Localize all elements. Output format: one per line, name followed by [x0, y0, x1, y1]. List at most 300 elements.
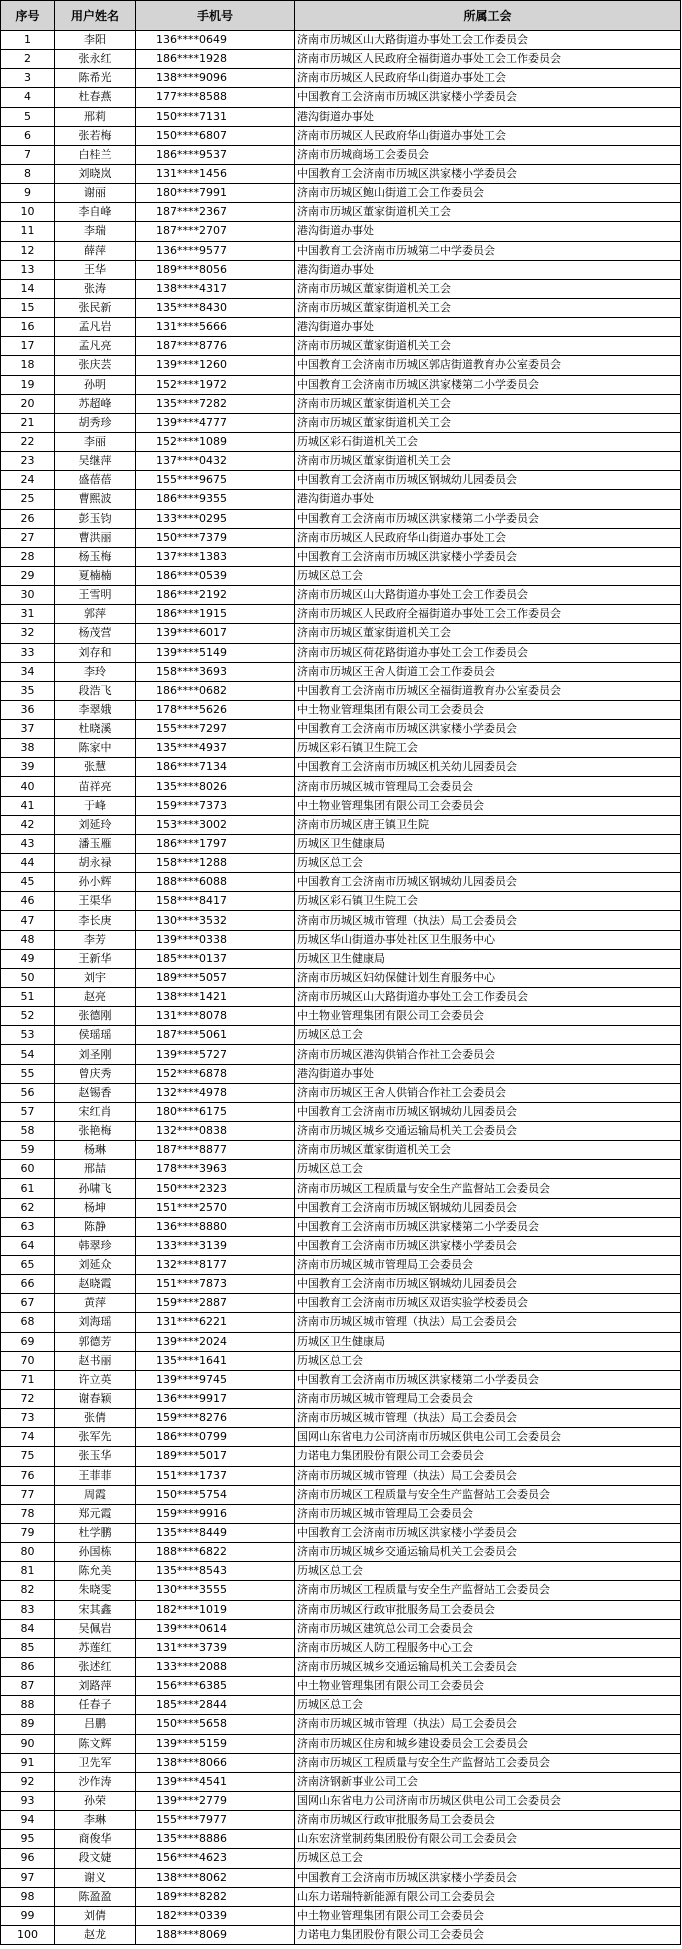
row-user-name: 卫先军 — [55, 1753, 136, 1772]
row-phone: 136****0649 — [136, 31, 295, 50]
row-union: 历城区总工会 — [295, 1026, 681, 1045]
row-phone: 152****6878 — [136, 1064, 295, 1083]
table-row — [1, 1447, 681, 1466]
row-phone: 186****7134 — [136, 758, 295, 777]
row-union: 济南市历城区行政审批服务局工会委员会 — [295, 1811, 681, 1830]
row-union: 中国教育工会济南市历城区洪家楼第二小学委员会 — [295, 1217, 681, 1236]
row-user-name: 李芳 — [55, 930, 136, 949]
row-index: 7 — [1, 145, 55, 164]
row-index: 77 — [1, 1485, 55, 1504]
row-union: 中国教育工会济南市历城区双语实验学校委员会 — [295, 1294, 681, 1313]
row-index: 80 — [1, 1543, 55, 1562]
row-union: 港沟街道办事处 — [295, 318, 681, 337]
row-union: 济南市历城区建筑总公司工会委员会 — [295, 1619, 681, 1638]
table-row — [1, 375, 681, 394]
row-user-name: 吴佩岩 — [55, 1619, 136, 1638]
row-index: 33 — [1, 643, 55, 662]
row-index: 21 — [1, 413, 55, 432]
row-phone: 155****7977 — [136, 1811, 295, 1830]
table-row — [1, 1753, 681, 1772]
table-row — [1, 1677, 681, 1696]
row-user-name: 吕鹏 — [55, 1715, 136, 1734]
row-index: 67 — [1, 1294, 55, 1313]
header-user-name: 用户姓名 — [55, 1, 136, 31]
row-user-name: 胡永禄 — [55, 854, 136, 873]
row-union: 历城区彩石镇卫生院工会 — [295, 739, 681, 758]
row-union: 港沟街道办事处 — [295, 1064, 681, 1083]
row-index: 94 — [1, 1811, 55, 1830]
row-union: 港沟街道办事处 — [295, 107, 681, 126]
row-phone: 156****4623 — [136, 1849, 295, 1868]
row-union: 历城区彩石镇卫生院工会 — [295, 892, 681, 911]
row-user-name: 宋其鑫 — [55, 1600, 136, 1619]
row-union: 济南市历城区行政审批服务局工会委员会 — [295, 1600, 681, 1619]
row-user-name: 杜学鹏 — [55, 1523, 136, 1542]
table-row — [1, 1581, 681, 1600]
row-index: 52 — [1, 1007, 55, 1026]
row-user-name: 沙作涛 — [55, 1772, 136, 1791]
row-index: 11 — [1, 222, 55, 241]
row-union: 历城区总工会 — [295, 1562, 681, 1581]
row-index: 31 — [1, 605, 55, 624]
table-row — [1, 739, 681, 758]
row-user-name: 李长庚 — [55, 911, 136, 930]
row-union: 济南济钢新事业公司工会 — [295, 1772, 681, 1791]
row-user-name: 杨茂营 — [55, 624, 136, 643]
table-row — [1, 413, 681, 432]
row-index: 81 — [1, 1562, 55, 1581]
table-row — [1, 1179, 681, 1198]
row-phone: 139****6017 — [136, 624, 295, 643]
row-user-name: 陈希光 — [55, 69, 136, 88]
row-user-name: 陈允美 — [55, 1562, 136, 1581]
row-user-name: 李阳 — [55, 31, 136, 50]
row-union: 济南市历城区城市管理局工会委员会 — [295, 1389, 681, 1408]
table-row — [1, 432, 681, 451]
row-user-name: 刘延玲 — [55, 815, 136, 834]
row-index: 83 — [1, 1600, 55, 1619]
table-row — [1, 1160, 681, 1179]
row-index: 86 — [1, 1657, 55, 1676]
row-index: 17 — [1, 337, 55, 356]
row-user-name: 李瑞 — [55, 222, 136, 241]
row-phone: 139****2779 — [136, 1791, 295, 1810]
table-row — [1, 1083, 681, 1102]
row-union: 中土物业管理集团有限公司工会委员会 — [295, 1007, 681, 1026]
table-row — [1, 1600, 681, 1619]
row-index: 35 — [1, 681, 55, 700]
table-row — [1, 624, 681, 643]
row-index: 91 — [1, 1753, 55, 1772]
row-index: 36 — [1, 700, 55, 719]
row-user-name: 谢春颖 — [55, 1389, 136, 1408]
row-phone: 139****5727 — [136, 1045, 295, 1064]
row-union: 济南市历城区山大路街道办事处工会工作委员会 — [295, 31, 681, 50]
table-row — [1, 1638, 681, 1657]
row-phone: 186****0682 — [136, 681, 295, 700]
row-union: 中国教育工会济南市历城区洪家楼小学委员会 — [295, 164, 681, 183]
row-phone: 150****5754 — [136, 1485, 295, 1504]
row-user-name: 黄萍 — [55, 1294, 136, 1313]
row-index: 92 — [1, 1772, 55, 1791]
row-index: 58 — [1, 1122, 55, 1141]
row-phone: 136****8880 — [136, 1217, 295, 1236]
row-union: 中国教育工会济南市历城区洪家楼小学委员会 — [295, 88, 681, 107]
row-phone: 138****1421 — [136, 988, 295, 1007]
row-phone: 139****4541 — [136, 1772, 295, 1791]
row-user-name: 张慧 — [55, 758, 136, 777]
row-index: 72 — [1, 1389, 55, 1408]
row-phone: 189****8282 — [136, 1887, 295, 1906]
row-index: 69 — [1, 1332, 55, 1351]
table-row — [1, 968, 681, 987]
table-row — [1, 337, 681, 356]
row-index: 42 — [1, 815, 55, 834]
row-index: 59 — [1, 1141, 55, 1160]
row-union: 港沟街道办事处 — [295, 490, 681, 509]
table-row — [1, 1543, 681, 1562]
row-index: 65 — [1, 1256, 55, 1275]
row-user-name: 刘延众 — [55, 1256, 136, 1275]
row-phone: 180****6175 — [136, 1102, 295, 1121]
row-union: 济南市历城区人民政府华山街道办事处工会 — [295, 69, 681, 88]
row-phone: 138****8066 — [136, 1753, 295, 1772]
row-union: 中国教育工会济南市历城区洪家楼小学委员会 — [295, 1523, 681, 1542]
row-union: 济南市历城区工程质量与安全生产监督站工会委员会 — [295, 1753, 681, 1772]
row-index: 40 — [1, 777, 55, 796]
row-union: 港沟街道办事处 — [295, 222, 681, 241]
header-index: 序号 — [1, 1, 55, 31]
row-user-name: 商俊华 — [55, 1830, 136, 1849]
row-user-name: 陈盈盈 — [55, 1887, 136, 1906]
row-union: 济南市历城商场工会委员会 — [295, 145, 681, 164]
row-union: 中国教育工会济南市历城区洪家楼第二小学委员会 — [295, 375, 681, 394]
row-user-name: 张玉华 — [55, 1447, 136, 1466]
row-union: 济南市历城区城市管理（执法）局工会委员会 — [295, 1466, 681, 1485]
table-row — [1, 509, 681, 528]
row-index: 16 — [1, 318, 55, 337]
row-union: 济南市历城区董家街道机关工会 — [295, 1141, 681, 1160]
table-row — [1, 758, 681, 777]
row-phone: 186****9355 — [136, 490, 295, 509]
row-phone: 131****5666 — [136, 318, 295, 337]
row-union: 济南市历城区城乡交通运输局机关工会委员会 — [295, 1122, 681, 1141]
row-index: 78 — [1, 1504, 55, 1523]
row-union: 济南市历城区董家街道机关工会 — [295, 279, 681, 298]
row-index: 66 — [1, 1275, 55, 1294]
row-union: 历城区总工会 — [295, 566, 681, 585]
row-phone: 189****8056 — [136, 260, 295, 279]
row-union: 济南市历城区荷花路街道办事处工会工作委员会 — [295, 643, 681, 662]
row-user-name: 郭德芳 — [55, 1332, 136, 1351]
table-row — [1, 394, 681, 413]
header-union: 所属工会 — [295, 1, 681, 31]
row-union: 力诺电力集团股份有限公司工会委员会 — [295, 1447, 681, 1466]
row-user-name: 杨琳 — [55, 1141, 136, 1160]
row-union: 历城区卫生健康局 — [295, 834, 681, 853]
table-row — [1, 988, 681, 1007]
row-phone: 139****0614 — [136, 1619, 295, 1638]
row-user-name: 张民新 — [55, 298, 136, 317]
row-union: 中国教育工会济南市历城区洪家楼小学委员会 — [295, 1236, 681, 1255]
row-union: 济南市历城区城市管理局工会委员会 — [295, 1256, 681, 1275]
row-phone: 182****0339 — [136, 1906, 295, 1925]
row-union: 济南市历城区人民政府华山街道办事处工会 — [295, 126, 681, 145]
row-index: 37 — [1, 720, 55, 739]
row-union: 中国教育工会济南市历城区机关幼儿园委员会 — [295, 758, 681, 777]
row-union: 历城区卫生健康局 — [295, 949, 681, 968]
row-user-name: 谢丽 — [55, 184, 136, 203]
row-index: 38 — [1, 739, 55, 758]
row-user-name: 段浩飞 — [55, 681, 136, 700]
row-index: 57 — [1, 1102, 55, 1121]
row-user-name: 盛蓓蓓 — [55, 471, 136, 490]
row-union: 济南市历城区董家街道机关工会 — [295, 337, 681, 356]
row-user-name: 李玲 — [55, 662, 136, 681]
row-index: 39 — [1, 758, 55, 777]
table-row — [1, 184, 681, 203]
row-phone: 188****8069 — [136, 1925, 295, 1944]
row-user-name: 曾庆秀 — [55, 1064, 136, 1083]
row-phone: 131****1456 — [136, 164, 295, 183]
row-phone: 186****9537 — [136, 145, 295, 164]
row-user-name: 任春子 — [55, 1696, 136, 1715]
row-user-name: 杜晓溪 — [55, 720, 136, 739]
table-row — [1, 1523, 681, 1542]
row-user-name: 张庆芸 — [55, 356, 136, 375]
row-index: 44 — [1, 854, 55, 873]
row-user-name: 张永红 — [55, 50, 136, 69]
row-phone: 158****1288 — [136, 854, 295, 873]
row-phone: 180****7991 — [136, 184, 295, 203]
row-index: 85 — [1, 1638, 55, 1657]
row-union: 中国教育工会济南市历城区钢城幼儿园委员会 — [295, 471, 681, 490]
row-phone: 151****1737 — [136, 1466, 295, 1485]
row-phone: 139****5149 — [136, 643, 295, 662]
table-row — [1, 681, 681, 700]
row-phone: 150****5658 — [136, 1715, 295, 1734]
table-row — [1, 1734, 681, 1753]
row-phone: 159****7373 — [136, 796, 295, 815]
table-row — [1, 1485, 681, 1504]
row-union: 济南市历城区王舍人供销合作社工会委员会 — [295, 1083, 681, 1102]
table-row — [1, 873, 681, 892]
row-user-name: 赵晓霞 — [55, 1275, 136, 1294]
table-row — [1, 107, 681, 126]
row-union: 港沟街道办事处 — [295, 260, 681, 279]
row-phone: 135****8543 — [136, 1562, 295, 1581]
row-union: 中国教育工会济南市历城区洪家楼第二小学委员会 — [295, 509, 681, 528]
table-row — [1, 949, 681, 968]
row-user-name: 陈文辉 — [55, 1734, 136, 1753]
row-user-name: 张艳梅 — [55, 1122, 136, 1141]
row-user-name: 刘倩 — [55, 1906, 136, 1925]
table-row — [1, 452, 681, 471]
row-user-name: 王华 — [55, 260, 136, 279]
row-phone: 187****8776 — [136, 337, 295, 356]
row-phone: 131****8078 — [136, 1007, 295, 1026]
table-row — [1, 164, 681, 183]
row-phone: 135****8449 — [136, 1523, 295, 1542]
table-row — [1, 605, 681, 624]
table-row — [1, 1562, 681, 1581]
row-user-name: 朱晓雯 — [55, 1581, 136, 1600]
table-row — [1, 260, 681, 279]
row-user-name: 赵锡香 — [55, 1083, 136, 1102]
row-phone: 189****5017 — [136, 1447, 295, 1466]
row-union: 济南市历城区城市管理（执法）局工会委员会 — [295, 911, 681, 930]
row-index: 49 — [1, 949, 55, 968]
table-row — [1, 490, 681, 509]
row-user-name: 许立英 — [55, 1370, 136, 1389]
table-row — [1, 700, 681, 719]
row-index: 75 — [1, 1447, 55, 1466]
row-user-name: 刘路萍 — [55, 1677, 136, 1696]
row-phone: 150****7379 — [136, 528, 295, 547]
row-index: 74 — [1, 1428, 55, 1447]
table-header — [1, 1, 681, 31]
row-phone: 135****1641 — [136, 1351, 295, 1370]
row-index: 26 — [1, 509, 55, 528]
row-user-name: 李翠娥 — [55, 700, 136, 719]
row-index: 28 — [1, 547, 55, 566]
row-phone: 150****7131 — [136, 107, 295, 126]
row-index: 99 — [1, 1906, 55, 1925]
row-phone: 187****8877 — [136, 1141, 295, 1160]
row-phone: 151****2570 — [136, 1198, 295, 1217]
row-phone: 158****8417 — [136, 892, 295, 911]
row-index: 4 — [1, 88, 55, 107]
table-row — [1, 892, 681, 911]
row-union: 济南市历城区董家街道机关工会 — [295, 394, 681, 413]
row-index: 89 — [1, 1715, 55, 1734]
row-union: 济南市历城区董家街道机关工会 — [295, 203, 681, 222]
row-phone: 150****6807 — [136, 126, 295, 145]
row-union: 中国教育工会济南市历城区钢城幼儿园委员会 — [295, 873, 681, 892]
row-index: 98 — [1, 1887, 55, 1906]
table-row — [1, 1294, 681, 1313]
row-index: 6 — [1, 126, 55, 145]
row-index: 24 — [1, 471, 55, 490]
row-user-name: 吴继萍 — [55, 452, 136, 471]
row-index: 73 — [1, 1409, 55, 1428]
row-index: 93 — [1, 1791, 55, 1810]
table-row — [1, 1504, 681, 1523]
row-union: 济南市历城区董家街道机关工会 — [295, 298, 681, 317]
row-index: 51 — [1, 988, 55, 1007]
row-index: 79 — [1, 1523, 55, 1542]
row-index: 62 — [1, 1198, 55, 1217]
row-union: 济南市历城区城市管理局工会委员会 — [295, 1504, 681, 1523]
row-union: 国网山东省电力公司济南市历城区供电公司工会委员会 — [295, 1791, 681, 1810]
row-phone: 178****5626 — [136, 700, 295, 719]
row-index: 12 — [1, 241, 55, 260]
table-row — [1, 1657, 681, 1676]
row-phone: 135****8026 — [136, 777, 295, 796]
row-union: 中国教育工会济南市历城区洪家楼第二小学委员会 — [295, 1370, 681, 1389]
table-row — [1, 566, 681, 585]
row-phone: 186****1928 — [136, 50, 295, 69]
row-user-name: 杨坤 — [55, 1198, 136, 1217]
row-phone: 138****9096 — [136, 69, 295, 88]
row-union: 济南市历城区董家街道机关工会 — [295, 452, 681, 471]
row-union: 中国教育工会济南市历城区洪家楼小学委员会 — [295, 720, 681, 739]
row-user-name: 苏超峰 — [55, 394, 136, 413]
row-phone: 133****3139 — [136, 1236, 295, 1255]
row-phone: 137****0432 — [136, 452, 295, 471]
row-user-name: 李琳 — [55, 1811, 136, 1830]
row-index: 68 — [1, 1313, 55, 1332]
row-user-name: 王菲菲 — [55, 1466, 136, 1485]
row-union: 中国教育工会济南市历城第二中学委员会 — [295, 241, 681, 260]
row-phone: 150****2323 — [136, 1179, 295, 1198]
row-phone: 138****4317 — [136, 279, 295, 298]
row-union: 中土物业管理集团有限公司工会委员会 — [295, 796, 681, 815]
row-phone: 186****0539 — [136, 566, 295, 585]
row-user-name: 薛萍 — [55, 241, 136, 260]
row-phone: 151****7873 — [136, 1275, 295, 1294]
row-union: 济南市历城区住房和城乡建设委员会工会委员会 — [295, 1734, 681, 1753]
row-user-name: 孙国栋 — [55, 1543, 136, 1562]
row-index: 55 — [1, 1064, 55, 1083]
row-index: 97 — [1, 1868, 55, 1887]
row-union: 济南市历城区城市管理（执法）局工会委员会 — [295, 1313, 681, 1332]
row-union: 国网山东省电力公司济南市历城区供电公司工会委员会 — [295, 1428, 681, 1447]
row-union: 历城区总工会 — [295, 854, 681, 873]
row-union: 济南市历城区城市管理（执法）局工会委员会 — [295, 1409, 681, 1428]
row-index: 32 — [1, 624, 55, 643]
row-index: 76 — [1, 1466, 55, 1485]
row-index: 1 — [1, 31, 55, 50]
row-user-name: 赵亮 — [55, 988, 136, 1007]
table-row — [1, 1409, 681, 1428]
row-phone: 178****3963 — [136, 1160, 295, 1179]
table-row — [1, 1887, 681, 1906]
row-user-name: 彭玉钧 — [55, 509, 136, 528]
table-row — [1, 145, 681, 164]
row-phone: 136****9577 — [136, 241, 295, 260]
row-phone: 139****5159 — [136, 1734, 295, 1753]
row-index: 5 — [1, 107, 55, 126]
row-phone: 139****2024 — [136, 1332, 295, 1351]
row-index: 47 — [1, 911, 55, 930]
row-index: 41 — [1, 796, 55, 815]
row-user-name: 胡秀珍 — [55, 413, 136, 432]
table-row — [1, 796, 681, 815]
row-phone: 137****1383 — [136, 547, 295, 566]
header-row — [1, 1, 681, 31]
row-phone: 130****3532 — [136, 911, 295, 930]
row-user-name: 于峰 — [55, 796, 136, 815]
row-user-name: 苏莲红 — [55, 1638, 136, 1657]
row-phone: 186****1797 — [136, 834, 295, 853]
row-phone: 186****2192 — [136, 586, 295, 605]
table-row — [1, 1217, 681, 1236]
row-user-name: 郑元霞 — [55, 1504, 136, 1523]
row-user-name: 郭萍 — [55, 605, 136, 624]
row-phone: 159****2887 — [136, 1294, 295, 1313]
table-row — [1, 643, 681, 662]
row-user-name: 李丽 — [55, 432, 136, 451]
row-user-name: 刘宇 — [55, 968, 136, 987]
row-phone: 177****8588 — [136, 88, 295, 107]
row-union: 济南市历城区唐王镇卫生院 — [295, 815, 681, 834]
row-user-name: 张倩 — [55, 1409, 136, 1428]
row-index: 9 — [1, 184, 55, 203]
row-user-name: 赵龙 — [55, 1925, 136, 1944]
row-union: 济南市历城区工程质量与安全生产监督站工会委员会 — [295, 1485, 681, 1504]
row-user-name: 刘圣刚 — [55, 1045, 136, 1064]
